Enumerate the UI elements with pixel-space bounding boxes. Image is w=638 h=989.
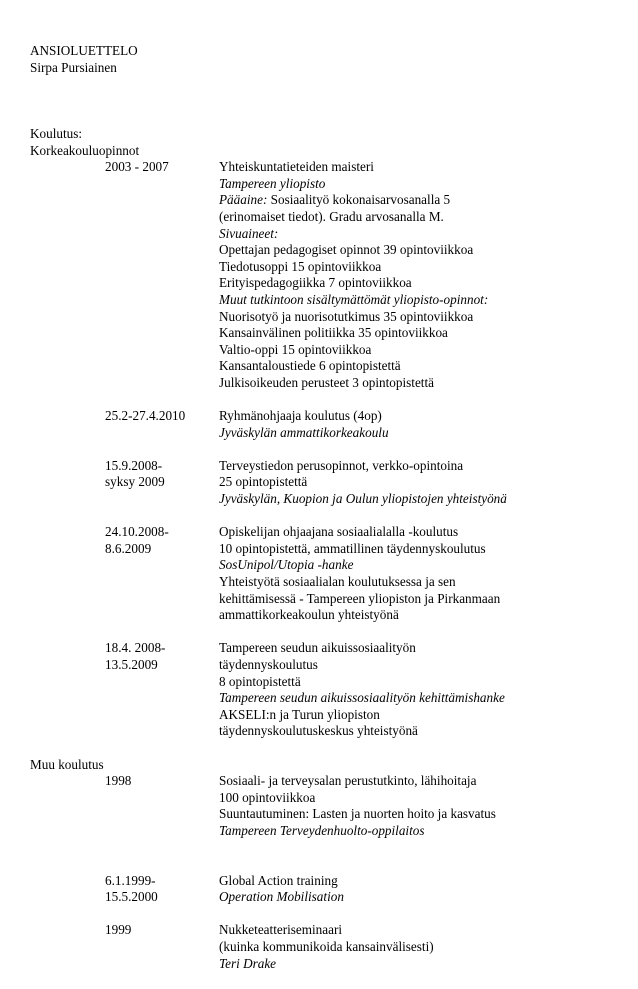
spacer (30, 508, 615, 525)
entry-line: Kansantaloustiede 6 opintopistettä (219, 358, 401, 374)
entry-description (219, 922, 515, 972)
spacer (30, 906, 615, 923)
entry-date-line: 1999 (105, 922, 132, 938)
entry-date (105, 873, 219, 906)
education-entry (30, 458, 615, 508)
entry-line: Opettajan pedagogiset opinnot 39 opintoviikkoa (219, 242, 474, 258)
entry-line: Erityispedagogiikka 7 opintoviikkoa (219, 275, 412, 291)
entry-line: Tiedotusoppi 15 opintoviikkoa (219, 258, 382, 274)
entry-line: Yhteistyötä sosiaalialan koulutuksessa ja sen kehittämisessä - Tampereen yliopiston ja Pirkanmaan ammattikorkeakoulun yhteistyönä (219, 574, 501, 623)
document-header (30, 43, 615, 76)
entry-line: Tampereen yliopisto (219, 175, 326, 191)
entry-line: Operation Mobilisation (219, 889, 344, 905)
education-entry (30, 773, 615, 839)
entry-description (219, 524, 515, 624)
entry-description (219, 640, 515, 740)
entry-line-prefix: Pääaine: (219, 192, 268, 208)
entry-line: Tampereen Terveydenhuolto-oppilaitos (219, 822, 425, 838)
entry-line: Opiskelijan ohjaajana sosiaalialalla -koulutus (219, 524, 459, 540)
entry-line: Sosiaali- ja terveysalan perustutkinto, lähihoitaja (219, 773, 477, 789)
entry-line: Julkisoikeuden perusteet 3 opintopistettä (219, 374, 434, 390)
section-label-koulutus: Koulutus: (30, 125, 83, 141)
entry-date (105, 773, 219, 790)
entry-line: Terveystiedon perusopinnot, verkko-opintoina (219, 457, 464, 473)
entry-description (219, 873, 515, 906)
section-muu-koulutus (30, 757, 615, 989)
person-name: Sirpa Pursiainen (30, 59, 117, 75)
koulutus-entry-list (30, 159, 615, 756)
entry-line: AKSELI:n ja Turun yliopiston täydennyskoulutuskeskus yhteistyönä (219, 706, 418, 739)
entry-line: (kuinka kommunikoida kansainvälisesti) (219, 939, 434, 955)
entry-description (219, 458, 515, 508)
entry-date-line: 24.10.2008- (105, 524, 169, 540)
entry-date (105, 159, 219, 176)
entry-date-line: 2003 - 2007 (105, 159, 169, 175)
entry-line: 100 opintoviikkoa (219, 789, 316, 805)
spacer (30, 740, 615, 757)
spacer (30, 840, 615, 873)
entry-description (219, 408, 515, 441)
entry-line: 10 opintopistettä, ammatillinen täydennyskoulutus (219, 540, 486, 556)
entry-line (219, 192, 515, 225)
entry-date-line: 15.9.2008- (105, 457, 163, 473)
entry-line: Jyväskylän ammattikorkeakoulu (219, 424, 389, 440)
spacer (30, 391, 615, 408)
entry-date-line: 25.2-27.4.2010 (105, 408, 186, 424)
entry-date-line: syksy 2009 (105, 474, 165, 490)
entry-date (105, 408, 219, 425)
document-title: ANSIOLUETTELO (30, 43, 138, 58)
education-entry (30, 159, 615, 391)
subsection-label-korkeakouluopinnot: Korkeakouluopinnot (30, 142, 140, 158)
education-entry (30, 922, 615, 972)
muu-entry-list (30, 773, 615, 989)
entry-line: 8 opintopistettä (219, 673, 301, 689)
education-entry (30, 408, 615, 441)
entry-description (219, 159, 515, 391)
section-koulutus (30, 126, 615, 757)
entry-date-line: 13.5.2009 (105, 656, 158, 672)
cv-page (30, 43, 615, 989)
entry-date (105, 458, 219, 491)
entry-description (219, 773, 515, 839)
entry-line: Kansainvälinen politiikka 35 opintoviikkoa (219, 325, 448, 341)
entry-line: Valtio-oppi 15 opintoviikkoa (219, 341, 372, 357)
entry-line: Sivuaineet: (219, 225, 279, 241)
entry-line: Nukketeatteriseminaari (219, 922, 343, 938)
entry-date-line: 15.5.2000 (105, 889, 158, 905)
entry-line: Tampereen seudun aikuissosiaalityön täydennyskoulutus (219, 640, 416, 672)
education-entry (30, 873, 615, 906)
entry-date-line: 8.6.2009 (105, 540, 152, 556)
entry-line-text: Sosiaalityö kokonaisarvosanalla 5 (erinomaiset tiedot). Gradu arvosanalla M. (219, 192, 451, 224)
section-label-muu-koulutus: Muu koulutus (30, 756, 104, 772)
education-entry (30, 524, 615, 624)
entry-date (105, 922, 219, 939)
entry-line: Jyväskylän, Kuopion ja Oulun yliopistojen yhteistyönä (219, 491, 507, 507)
entry-line: Nuorisotyö ja nuorisotutkimus 35 opintoviikkoa (219, 308, 474, 324)
entry-line: Teri Drake (219, 955, 277, 971)
entry-date-line: 1998 (105, 773, 132, 789)
entry-date (105, 524, 219, 557)
entry-line: Yhteiskuntatieteiden maisteri (219, 159, 374, 175)
spacer (30, 441, 615, 458)
spacer (30, 972, 615, 989)
entry-line: 25 opintopistettä (219, 474, 308, 490)
entry-line: SosUnipol/Utopia -hanke (219, 557, 354, 573)
spacer (30, 624, 615, 641)
entry-date-line: 18.4. 2008- (105, 640, 166, 656)
entry-line: Muut tutkintoon sisältymättömät yliopisto-opinnot: (219, 291, 489, 307)
education-entry (30, 640, 615, 740)
entry-line: Global Action training (219, 872, 338, 888)
entry-line: Ryhmänohjaaja koulutus (4op) (219, 408, 382, 424)
entry-date-line: 6.1.1999- (105, 872, 156, 888)
entry-date (105, 640, 219, 673)
entry-line: Suuntautuminen: Lasten ja nuorten hoito ja kasvatus (219, 806, 496, 822)
entry-line: Tampereen seudun aikuissosiaalityön kehittämishanke (219, 690, 505, 706)
